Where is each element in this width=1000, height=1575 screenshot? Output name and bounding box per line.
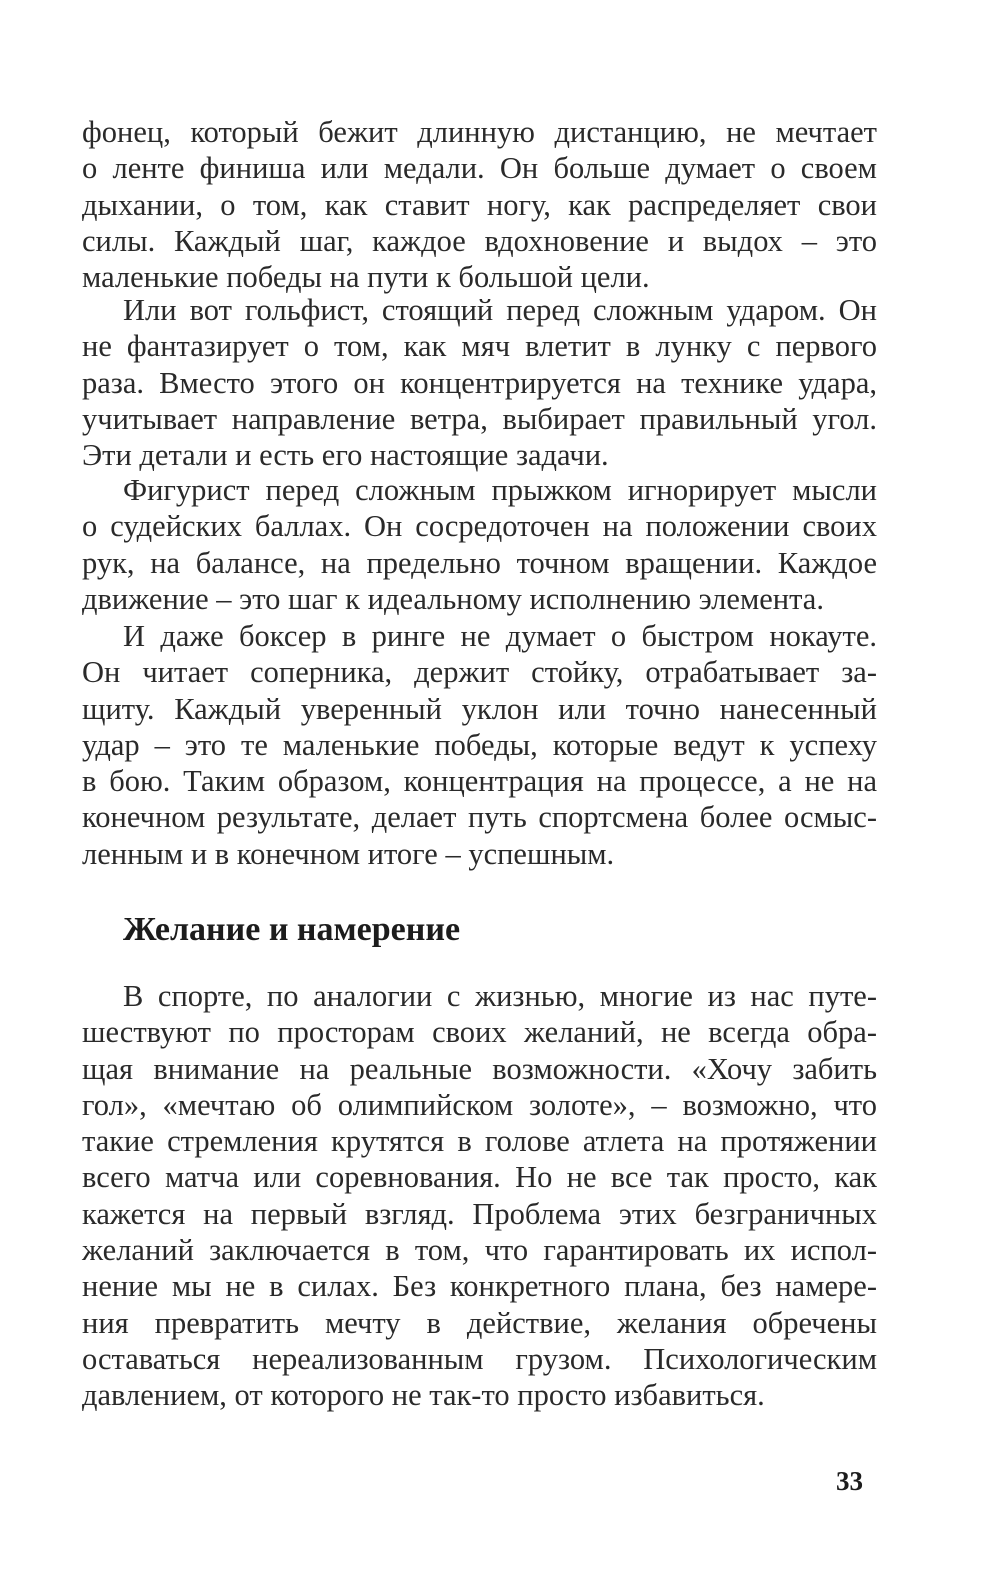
text-line: ленным и в конечном итоге – успешным. — [82, 836, 615, 871]
section-heading: Желание и намерение — [123, 911, 461, 948]
text-line: удар – это те маленькие победы, которые ведут к успеху — [82, 727, 877, 762]
text-line: кажется на первый взгляд. Проблема этих безграничных — [82, 1196, 877, 1231]
text-line: движение – это шаг к идеальному исполнению элемента. — [82, 581, 824, 616]
text-line: дыхании, о том, как ставит ногу, как распределяет свои — [82, 187, 877, 222]
paragraph-runner — [82, 114, 877, 295]
text-line: силы. Каждый шаг, каждое вдохновение и выдох – это — [82, 223, 877, 258]
text-line: такие стремления крутятся в голове атлета на протяжении — [82, 1124, 877, 1159]
text-line: рук, на балансе, на предельно точном вращении. Каждое — [82, 545, 877, 580]
text-line: учитывает направление ветра, выбирает правильный угол. — [82, 401, 877, 436]
paragraph-desire-intention — [82, 978, 877, 1414]
text-line: Эти детали и есть его настоящие задачи. — [82, 438, 609, 473]
text-line: нение мы не в силах. Без конкретного плана, без намере- — [82, 1269, 877, 1304]
text-line: о ленте финиша или медали. Он больше думает о своем — [82, 151, 877, 186]
text-line: И даже боксер в ринге не думает о быстром нокауте. — [123, 619, 877, 653]
text-line: желаний заключается в том, что гарантировать их испол- — [82, 1233, 877, 1268]
text-line: В спорте, по аналогии с жизнью, многие из нас путе- — [123, 979, 877, 1013]
text-line: Он читает соперника, держит стойку, отрабатывает за- — [82, 655, 877, 690]
text-line: не фантазирует о том, как мяч влетит в лунку с первого — [82, 329, 877, 364]
text-line: оставаться нереализованным грузом. Психологическим — [82, 1341, 877, 1376]
paragraph-boxer — [82, 618, 877, 872]
text-line: о судейских баллах. Он сосредоточен на положении своих — [82, 509, 877, 544]
text-line: гол», «мечтаю об олимпийском золоте», – возможно, что — [82, 1087, 877, 1122]
text-line: Или вот гольфист, стоящий перед сложным ударом. Он — [123, 293, 877, 327]
page-number: 33 — [836, 1466, 863, 1496]
paragraph-golfer — [82, 292, 877, 473]
text-line: фонец, который бежит длинную дистанцию, не мечтает — [82, 115, 877, 149]
text-line: всего матча или соревнования. Но не все так просто, как — [82, 1160, 877, 1195]
text-line: конечном результате, делает путь спортсмена более осмыс- — [82, 800, 877, 835]
text-line: раза. Вместо этого он концентрируется на технике удара, — [82, 365, 877, 400]
text-line: шествуют по просторам своих желаний, не всегда обра- — [82, 1015, 877, 1050]
text-line: щиту. Каждый уверенный уклон или точно нанесенный — [82, 691, 877, 726]
text-line: давлением, от которого не так-то просто избавиться. — [82, 1378, 765, 1413]
paragraph-figure-skater — [82, 472, 877, 617]
text-line: ния превратить мечту в действие, желания обречены — [82, 1305, 877, 1340]
text-line: маленькие победы на пути к большой цели. — [82, 260, 650, 295]
text-line: щая внимание на реальные возможности. «Хочу забить — [82, 1051, 877, 1086]
text-line: в бою. Таким образом, концентрация на процессе, а не на — [82, 764, 877, 799]
text-line: Фигурист перед сложным прыжком игнорирует мысли — [123, 473, 877, 507]
